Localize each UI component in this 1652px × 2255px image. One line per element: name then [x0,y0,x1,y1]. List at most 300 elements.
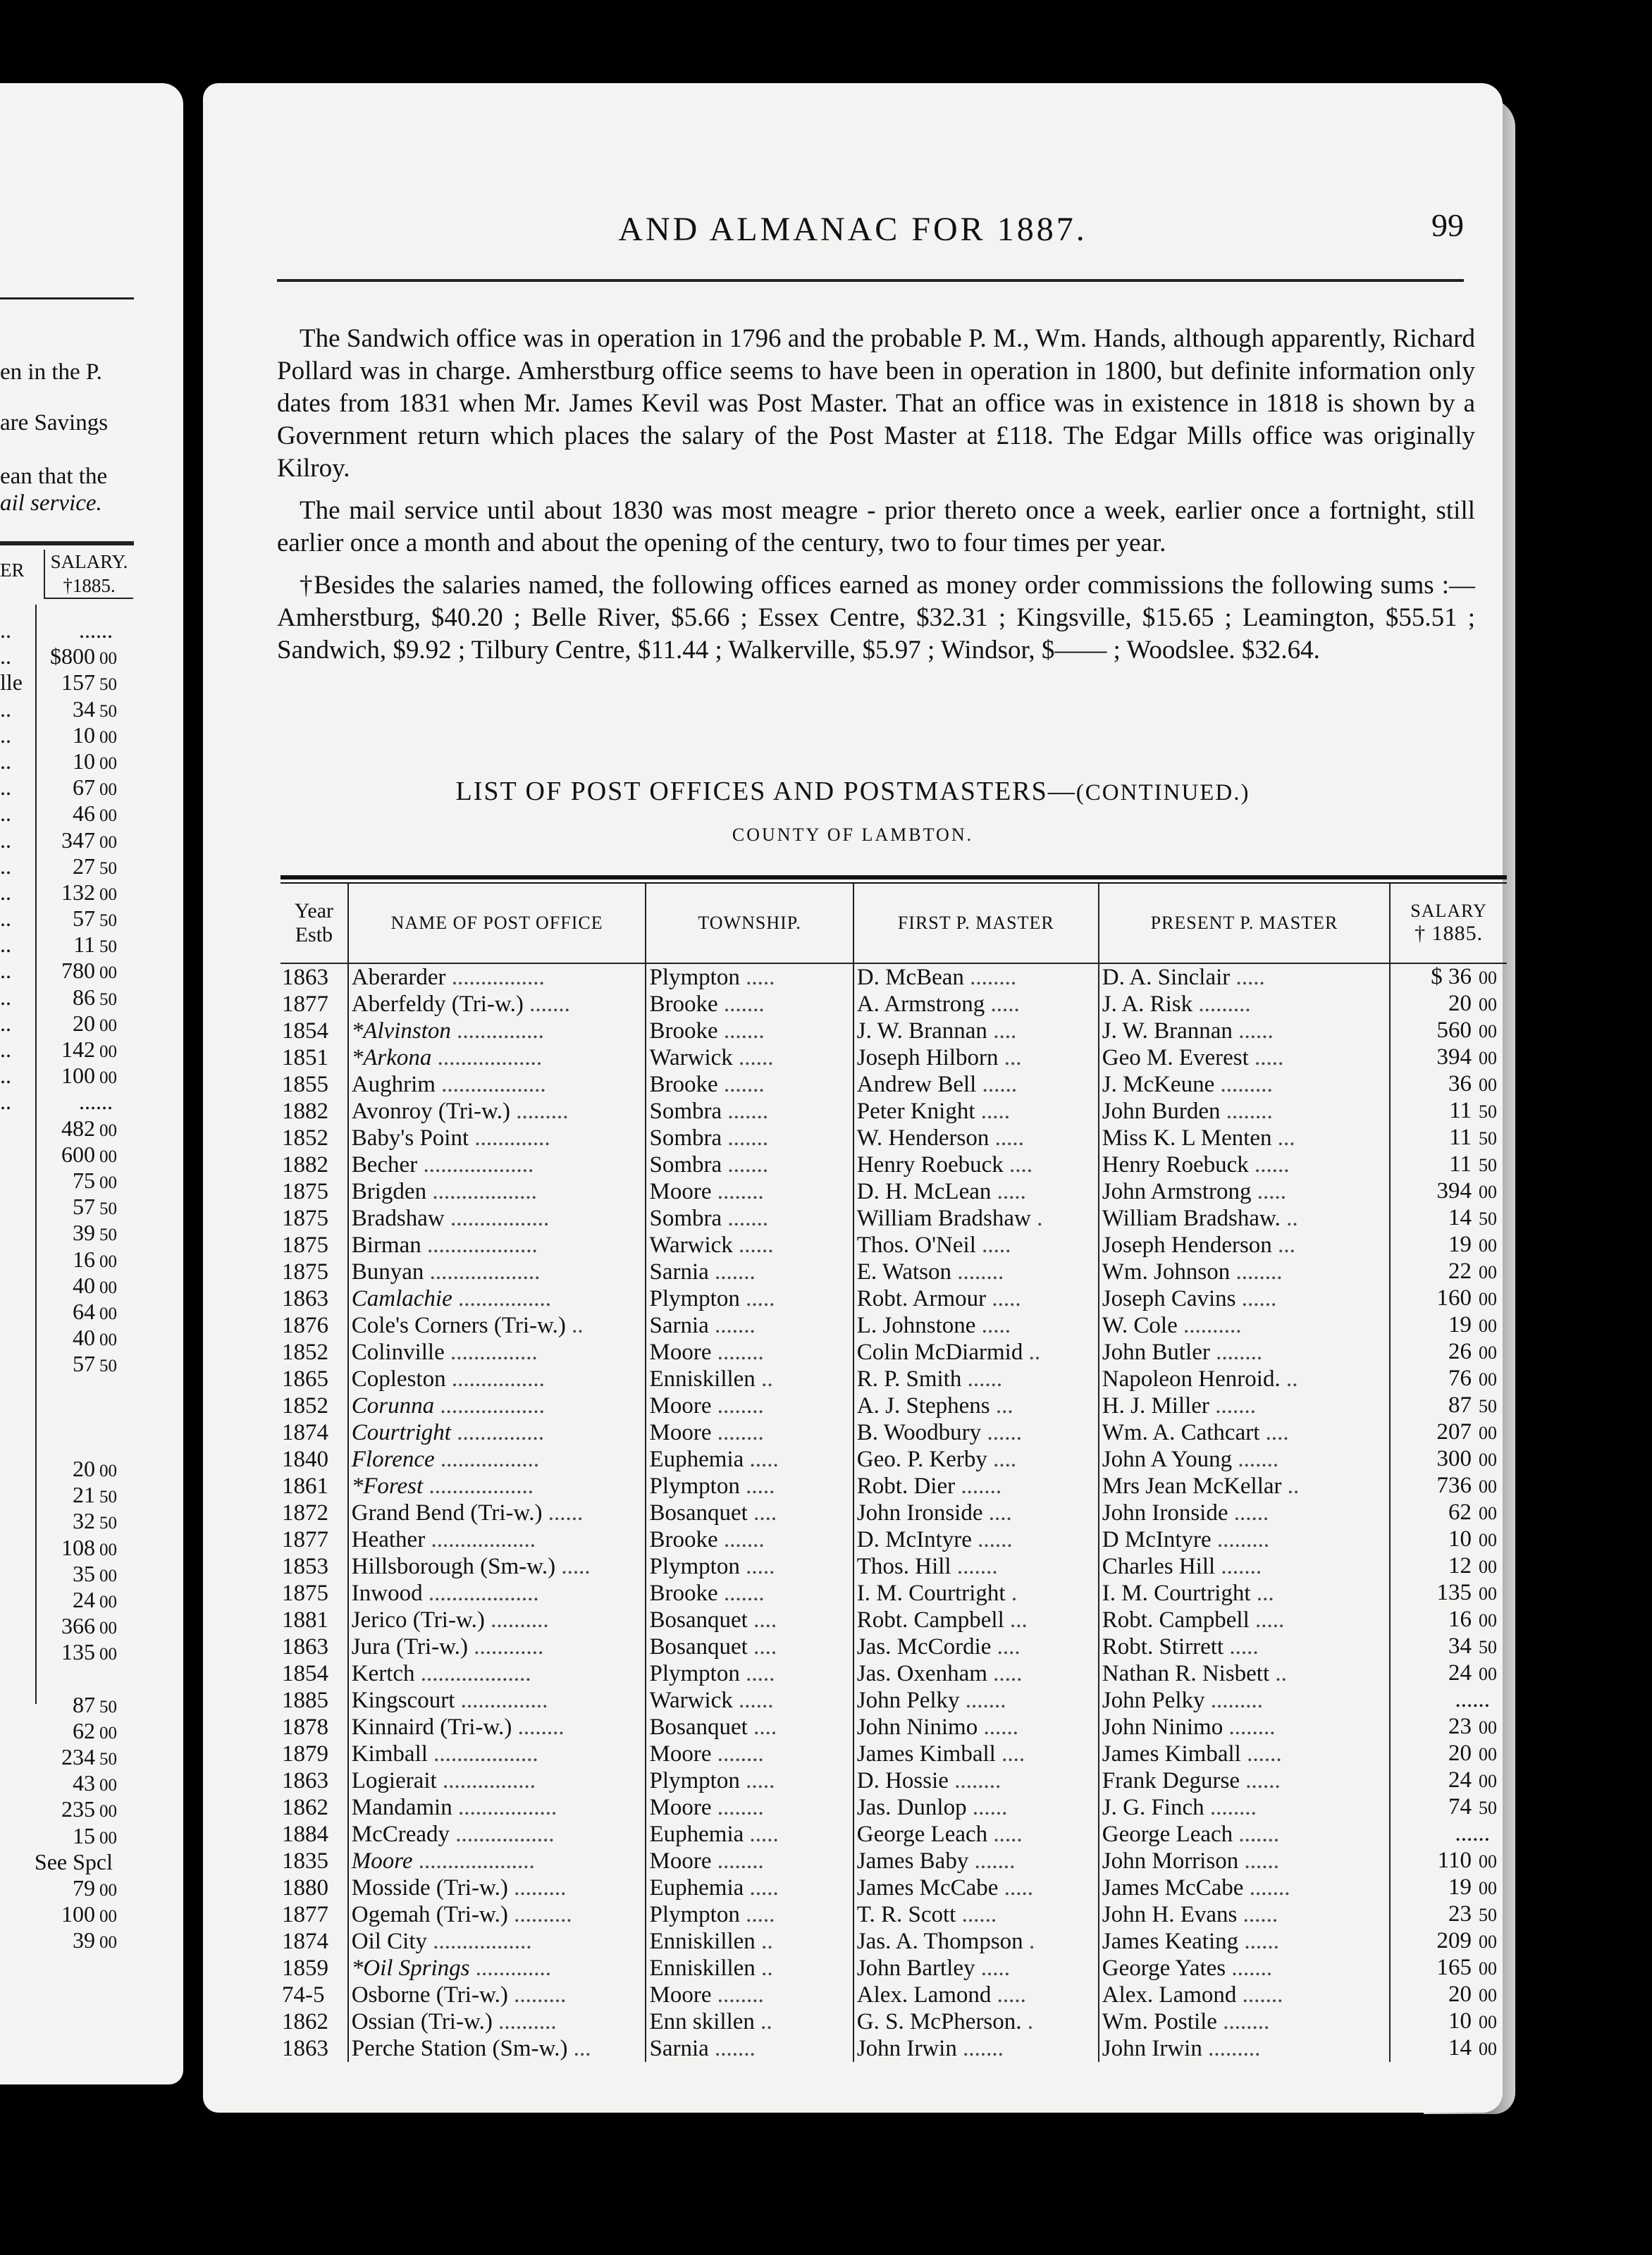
cell-post-office [348,1392,646,1419]
left-row-fragment: .. [0,827,11,853]
cell-township [646,1446,853,1473]
leader-dots: ........ [711,1179,764,1204]
present-pm-name: John Armstrong [1102,1179,1252,1204]
present-pm-name: Miss K. L Menten [1102,1125,1272,1151]
left-row-salary [61,1535,117,1561]
left-row-fragment: .. [0,958,11,984]
cell-present-pm [1099,1259,1390,1285]
left-row-salary [73,722,117,748]
cell-present-pm [1099,1848,1390,1874]
leader-dots: .... [982,1500,1012,1526]
cell-township [646,1526,853,1553]
cell-salary [1390,1151,1507,1178]
left-row-salary [61,1613,117,1639]
leader-dots: ................... [422,1581,539,1606]
cell-first-pm [853,1446,1099,1473]
cell-post-office [348,1955,646,1982]
left-row-fragment: .. [0,748,11,774]
cell-salary [1390,1018,1507,1044]
salary-cents: 00 [1479,1530,1497,1550]
cell-salary [1390,1392,1507,1419]
left-row-cents: 50 [99,675,117,695]
post-office-name: Logierait [351,1768,437,1793]
left-row-cents: 50 [99,1488,117,1507]
present-pm-name: Alex. Lamond [1102,1982,1237,2008]
salary-cents: 00 [1479,1610,1497,1631]
present-pm-name: Geo M. Everest [1102,1045,1249,1070]
left-row-salary [61,1037,117,1063]
left-row-fragment: .. [0,722,11,748]
present-pm-name: Joseph Henderson [1102,1232,1272,1258]
salary-cents: 00 [1479,1182,1497,1202]
cell-first-pm [853,1392,1099,1419]
cell-township [646,991,853,1018]
county-title: COUNTY OF LAMBTON. [732,824,974,845]
salary-dollars: $ 36 [1431,964,1472,989]
leader-dots: .. [1269,1661,1287,1686]
present-pm-name: John Ninimo [1102,1715,1223,1740]
left-row-cents: 00 [99,963,117,983]
left-row-salary [73,1299,117,1325]
post-office-name: Inwood [351,1581,423,1606]
cell-year: 1861 [281,1473,348,1500]
header-salary-a: SALARY [1410,901,1487,921]
present-pm-name: J. G. Finch [1102,1795,1204,1820]
first-pm-name: Robt. Dier [856,1474,956,1499]
left-row-cents: 50 [99,1357,117,1376]
left-row-fragment: .. [0,879,11,905]
leader-dots: .................. [426,1179,537,1204]
salary-cents: 50 [1479,1396,1497,1416]
left-row-salary [73,1247,117,1273]
leader-dots: . [1030,1206,1043,1231]
cell-year: 1835 [281,1848,348,1874]
first-pm-name: Peter Knight [856,1099,975,1124]
cell-salary [1390,991,1507,1018]
leader-dots: ..... [975,1313,1011,1338]
leader-dots: .................. [423,1474,534,1499]
left-row-cents: 00 [99,806,117,826]
cell-first-pm [853,1044,1099,1071]
cell-first-pm [853,1500,1099,1526]
first-pm-name: Andrew Bell [856,1072,977,1097]
left-row-dollars: 482 [61,1115,95,1141]
post-office-name: Jerico (Tri-w.) [351,1607,485,1633]
left-row-salary [73,1823,117,1849]
present-pm-name: John Morrison [1102,1848,1239,1874]
table-row [281,1607,1507,1633]
cell-present-pm [1099,1901,1390,1928]
cell-salary [1390,2008,1507,2035]
salary-cents: 50 [1479,1101,1497,1122]
township-name: Bosanquet [649,1607,748,1633]
cell-salary [1390,1071,1507,1098]
first-pm-name: John Pelky [856,1688,960,1713]
post-office-name: Camlachie [351,1286,452,1311]
salary-dollars: 207 [1436,1419,1472,1445]
cell-year: 1852 [281,1339,348,1366]
salary-dollars: 135 [1436,1580,1472,1605]
township-name: Plympton [649,1768,740,1793]
cell-post-office [348,1928,646,1955]
post-office-name: Florence [351,1447,435,1472]
leader-dots: .......... [507,1902,572,1927]
leader-dots: ..... [555,1554,591,1579]
cell-present-pm [1099,1767,1390,1794]
post-office-name: Avonroy (Tri-w.) [351,1099,510,1124]
left-salary-row [0,1142,134,1168]
cell-first-pm [853,1633,1099,1660]
left-row-salary [73,1273,117,1299]
table-row [281,1741,1507,1767]
cell-township [646,1901,853,1928]
note-paragraph: †Besides the salaries named, the following offices earned as money order commissions the following sums :—Amherstburg, $40.20 ; Belle River, $5.66 ; Essex Centre, $32.31 ; Kingsville, $15.65 ; Leamington, $55.51 ; Sandwich, $9.92 ; Tilbury Centre, $11.44 ; Walkerville, $5.97 ; Windsor, $—— ; Woodslee. $32.64. [277,571,1475,665]
left-row-dollars: 67 [73,774,95,801]
post-office-name: Jura (Tri-w.) [351,1634,469,1660]
cell-present-pm [1099,1794,1390,1821]
left-row-salary [73,1587,117,1613]
left-salary-rows [0,617,134,1954]
cell-post-office [348,1553,646,1580]
cell-present-pm [1099,2008,1390,2035]
salary-dollars: 23 [1448,1901,1472,1927]
left-row-dollars: 46 [73,801,95,827]
salary-cents: 00 [1479,1048,1497,1068]
left-row-salary [61,1744,117,1770]
post-office-name: Baby's Point [351,1125,469,1151]
left-salary-row [0,1639,134,1665]
cell-post-office [348,1044,646,1071]
leader-dots: ........ [963,965,1017,990]
table-row [281,1633,1507,1660]
cell-township [646,1259,853,1285]
cell-present-pm [1099,1366,1390,1392]
left-text-line: en in the P. [0,359,102,385]
township-name: Sombra [649,1206,722,1231]
leader-dots: ........ [711,1420,764,1445]
leader-dots: ................... [414,1661,531,1686]
left-row-salary [61,827,117,853]
salary-dollars: ...... [1455,1687,1490,1712]
first-pm-name: Geo. P. Kerby [856,1447,987,1472]
leader-dots: ....... [708,1313,756,1338]
leader-dots: ... [567,2036,591,2061]
leader-dots: ........ [1223,1715,1276,1740]
table-row [281,1982,1507,2008]
post-office-name: Aberfeldy (Tri-w.) [351,991,524,1017]
leader-dots: ..... [739,965,775,990]
salary-dollars: 14 [1448,2035,1472,2061]
leader-dots: ....... [1215,1554,1262,1579]
leader-dots: ..... [1251,1179,1287,1204]
header-rule [277,279,1464,282]
leader-dots: ... [1271,1125,1295,1151]
left-row-dollars: 20 [73,1456,95,1481]
left-row-salary [73,1927,117,1953]
leader-dots: ......... [507,1875,567,1901]
left-row-dollars: 57 [73,1351,95,1377]
cell-post-office [348,1901,646,1928]
cell-present-pm [1099,1500,1390,1526]
township-name: Plympton [649,1286,740,1311]
leader-dots: ......... [507,1982,567,2008]
left-row-dollars: 79 [73,1875,95,1901]
leader-dots: ............... [444,1340,538,1365]
left-salary-row [0,1770,134,1796]
leader-dots: ..... [991,1179,1026,1204]
left-row-cents: 00 [99,1645,117,1664]
cell-year: 1863 [281,2035,348,2062]
left-row-salary [73,1194,117,1220]
left-salary-row [0,1430,134,1456]
cell-post-office [348,1151,646,1178]
cell-first-pm [853,1312,1099,1339]
left-salary-row [0,1168,134,1194]
leader-dots: ....... [968,1848,1016,1874]
left-row-cents: 00 [99,727,117,747]
leader-dots: ..... [985,991,1020,1017]
left-row-dollars: 75 [73,1167,95,1193]
post-office-name: Colinville [351,1340,445,1365]
leader-dots: ........ [948,1768,1001,1793]
cell-present-pm [1099,1955,1390,1982]
cell-year: 1881 [281,1607,348,1633]
leader-dots: .. [1280,1366,1298,1392]
cell-year: 1882 [281,1098,348,1125]
cell-township [646,1125,853,1151]
left-row-dollars: 100 [61,1901,95,1927]
present-pm-name: D. A. Sinclair [1102,965,1231,990]
left-row-dollars: 35 [73,1560,95,1586]
left-row-salary [73,853,117,879]
salary-cents: 00 [1479,1583,1497,1604]
leader-dots: ..... [739,1902,775,1927]
cell-post-office [348,1071,646,1098]
left-row-dollars: 34 [73,696,95,722]
left-row-cents: 00 [99,1776,117,1796]
cell-present-pm [1099,963,1390,991]
cell-township [646,1419,853,1446]
leader-dots: ....... [717,1581,765,1606]
leader-dots: ...... [966,1795,1008,1820]
leader-dots: .......... [492,2009,557,2034]
township-name: Moore [649,1982,712,2008]
left-salary-row [0,1351,134,1377]
first-pm-name: Jas. Oxenham [856,1661,987,1686]
present-pm-name: W. Cole [1102,1313,1178,1338]
salary-cents: 00 [1479,994,1497,1015]
first-pm-name: Colin McDiarmid [856,1340,1023,1365]
cell-year: 1865 [281,1366,348,1392]
first-pm-name: Henry Roebuck [856,1152,1004,1178]
cell-present-pm [1099,1660,1390,1687]
township-name: Sarnia [649,2036,709,2061]
cell-township [646,1607,853,1633]
present-pm-name: John Pelky [1102,1688,1205,1713]
left-row-salary [73,1770,117,1796]
table-row [281,1339,1507,1366]
left-row-dollars: 10 [73,722,95,748]
left-salary-row [0,617,134,643]
left-row-dollars: 57 [73,1194,95,1220]
cell-first-pm [853,1419,1099,1446]
cell-salary [1390,1607,1507,1633]
left-salary-row [0,1718,134,1744]
cell-post-office [348,1982,646,2008]
cell-post-office [348,1366,646,1392]
leader-dots: ....... [722,1125,769,1151]
salary-dollars: 36 [1448,1071,1472,1096]
left-row-dollars: 20 [73,1010,95,1036]
leader-dots: ....... [717,1072,765,1097]
cell-post-office [348,1660,646,1687]
post-office-name: Kertch [351,1661,415,1686]
cell-salary [1390,1285,1507,1312]
leader-dots: .................. [435,1072,546,1097]
cell-post-office [348,1767,646,1794]
present-pm-name: Wm. A. Cathcart [1102,1420,1260,1445]
salary-dollars: 12 [1448,1553,1472,1578]
post-office-name: Oil City [351,1929,428,1954]
present-pm-name: William Bradshaw. [1102,1206,1281,1231]
leader-dots: .. [755,1366,773,1392]
cell-present-pm [1099,1205,1390,1232]
township-name: Sarnia [649,1259,709,1285]
post-office-name: *Arkona [351,1045,432,1070]
header-salary [1390,884,1507,963]
left-text-line: ail service. [0,490,102,516]
table-row [281,1901,1507,1928]
left-row-dollars: 87 [73,1691,95,1717]
cell-year: 1880 [281,1874,348,1901]
cell-salary [1390,1366,1507,1392]
cell-township [646,1232,853,1259]
left-salary-row [0,853,134,879]
leader-dots: ......... [1204,1688,1264,1713]
left-row-cents: 00 [99,1881,117,1900]
left-row-dollars: 780 [61,958,95,984]
left-row-cents: 00 [99,1278,117,1297]
cell-township [646,963,853,991]
present-pm-name: George Leach [1102,1822,1233,1847]
leader-dots: .. [754,2009,772,2034]
header-first-pm: FIRST P. MASTER [853,884,1099,963]
left-row-cents: 00 [99,780,117,800]
cell-township [646,1714,853,1741]
left-row-salary [50,643,117,669]
table-header-row [281,884,1507,963]
left-table-rule [0,541,134,545]
leader-dots: ... [1250,1581,1274,1606]
cell-township [646,1473,853,1500]
cell-post-office [348,1446,646,1473]
leader-dots: ..... [739,1661,775,1686]
cell-first-pm [853,1848,1099,1874]
leader-dots: ....... [717,1527,765,1552]
cell-salary [1390,1714,1507,1741]
cell-first-pm [853,1687,1099,1714]
left-salary-row [0,696,134,722]
leader-dots: ...... [978,1715,1018,1740]
left-salary-row [0,1927,134,1953]
left-row-salary [73,932,117,958]
cell-year: 1863 [281,1285,348,1312]
left-row-cents: 00 [99,1566,117,1586]
present-pm-name: J. A. Risk [1102,991,1193,1017]
left-salary-row [0,1299,134,1325]
salary-dollars: 10 [1448,1526,1472,1552]
left-row-dollars: 57 [73,906,95,932]
left-salary-row [0,932,134,958]
leader-dots: .... [987,1018,1017,1044]
post-office-name: Aughrim [351,1072,436,1097]
township-name: Warwick [649,1688,733,1713]
cell-salary [1390,1928,1507,1955]
present-pm-name: Nathan R. Nisbett [1102,1661,1270,1686]
present-pm-name: John Irwin [1102,2036,1202,2061]
leader-dots: ................. [427,1929,532,1954]
leader-dots: . [1005,1581,1018,1606]
post-office-name: Ossian (Tri-w.) [351,2009,493,2034]
header-name: NAME OF POST OFFICE [348,884,646,963]
post-office-name: *Forest [351,1474,424,1499]
cell-post-office [348,1125,646,1151]
left-row-salary [73,1875,117,1901]
left-salary-row [0,1508,134,1534]
cell-post-office [348,1178,646,1205]
township-name: Brooke [649,1072,718,1097]
left-row-fragment: .. [0,643,11,669]
salary-dollars: 62 [1448,1500,1472,1525]
cell-present-pm [1099,1339,1390,1366]
leader-dots: ..... [987,1661,1023,1686]
township-name: Plympton [649,1554,740,1579]
table-row [281,1473,1507,1500]
leader-dots: ..... [739,1768,775,1793]
leader-dots: ....... [959,1688,1006,1713]
left-row-salary [73,1168,117,1194]
present-pm-name: Charles Hill [1102,1554,1216,1579]
first-pm-name: I. M. Courtright [856,1581,1006,1606]
left-salary-row [0,748,134,774]
cell-first-pm [853,1928,1099,1955]
left-salary-row [0,1561,134,1587]
table-row [281,1714,1507,1741]
salary-cents: 00 [1479,1744,1497,1765]
leader-dots: ... [1271,1232,1295,1258]
cell-township [646,1285,853,1312]
cell-township [646,1018,853,1044]
salary-dollars: 11 [1449,1125,1472,1150]
cell-salary [1390,1526,1507,1553]
cell-first-pm [853,1526,1099,1553]
first-pm-name: William Bradshaw [856,1206,1031,1231]
cell-post-office [348,2008,646,2035]
left-row-cents: 00 [99,1173,117,1192]
present-pm-name: Robt. Campbell [1102,1607,1250,1633]
present-pm-name: Napoleon Henroid. [1102,1366,1281,1392]
leader-dots: .... [1003,1152,1033,1178]
left-row-cents: 00 [99,1304,117,1323]
cell-first-pm [853,1125,1099,1151]
post-office-name: Ogemah (Tri-w.) [351,1902,508,1927]
left-salary-row [0,1194,134,1220]
cell-first-pm [853,1205,1099,1232]
left-row-dollars: 27 [73,853,95,879]
leader-dots: .. [565,1313,584,1338]
leader-dots: ..... [739,1554,775,1579]
post-office-name: Corunna [351,1393,435,1419]
